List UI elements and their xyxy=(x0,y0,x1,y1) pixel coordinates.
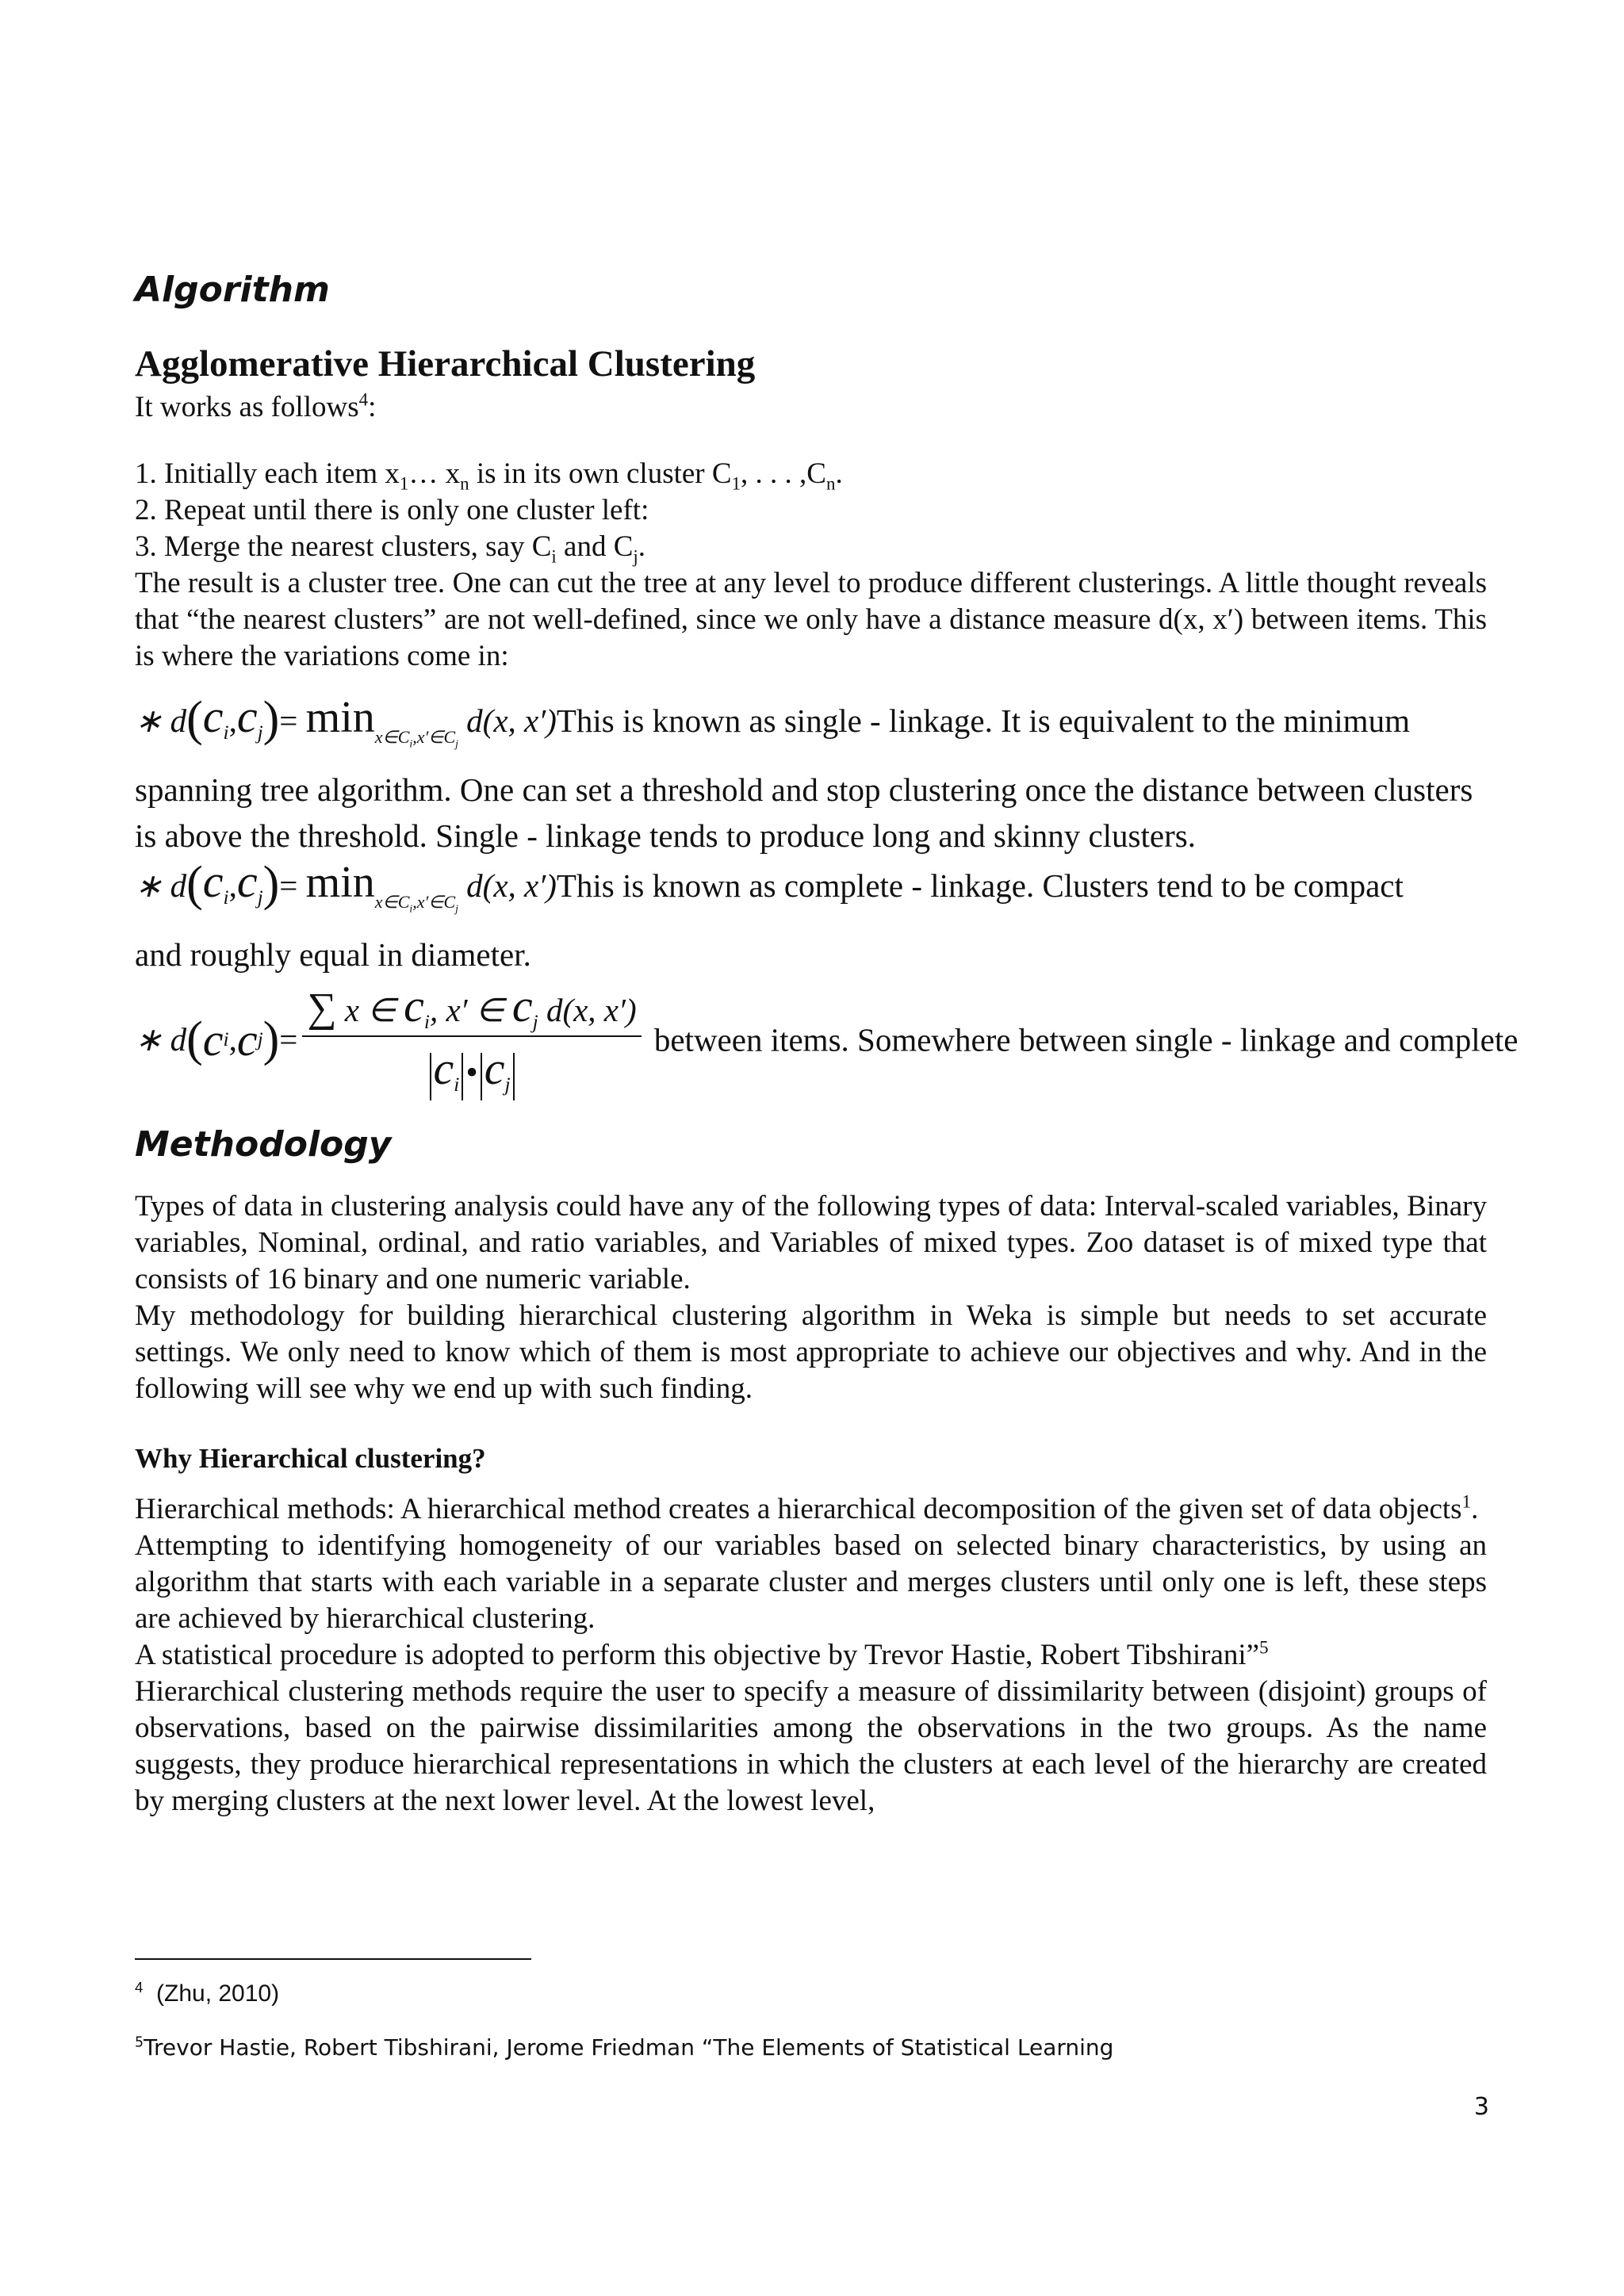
sub-i: i xyxy=(223,721,229,744)
d-symbol: d xyxy=(170,867,187,905)
sum-symbol: ∑ xyxy=(307,985,337,1031)
step-3 xyxy=(135,529,1487,565)
rparen: ) xyxy=(262,692,280,747)
num-xp: , x′ ∈ xyxy=(429,992,512,1029)
result-paragraph: The result is a cluster tree. One can cut the tree at any level to produce different clusterings. A little thought reveals that “the nearest clusters” are not well-defined, since we only have a distance measure d(x, x′) between items. This is where the variations come in: xyxy=(135,567,1487,673)
min-sub-i: i xyxy=(409,902,413,915)
abs-bar xyxy=(462,1053,463,1100)
why-paragraph-1 xyxy=(135,1491,1487,1528)
step-3-a: 3. Merge the nearest clusters, say C xyxy=(135,530,552,564)
rparen: ) xyxy=(262,1012,280,1066)
min-subscript xyxy=(374,727,458,750)
num-x: x ∈ xyxy=(344,992,404,1029)
footnote-5-text: Trevor Hastie, Robert Tibshirani, Jerome Friedman “The Elements of Statistical Learning xyxy=(144,2034,1114,2061)
methodology-paragraph-1: Types of data in clustering analysis could have any of the following types of data: Interval-scaled variables, Binary variables, Nominal, ordinal, and ratio variables, and Variables of mixed types. Zoo dataset is of mixed type that consists of 16 binary and one numeric variable. xyxy=(135,1189,1487,1295)
fraction-numerator xyxy=(302,979,641,1037)
c-symbol: c xyxy=(236,855,258,908)
c-symbol: c xyxy=(511,980,533,1032)
step-2: 2. Repeat until there is only one cluster left: xyxy=(135,494,649,527)
lparen: ( xyxy=(186,857,203,912)
average-fraction xyxy=(302,979,641,1100)
step-1-c-sub: 1 xyxy=(731,473,741,494)
distance-term: d(x, x′) xyxy=(466,867,557,905)
d-symbol: d xyxy=(170,702,187,740)
abs-bar xyxy=(513,1053,515,1100)
min-operator: min xyxy=(305,858,375,908)
sub-j: j xyxy=(532,1011,538,1034)
footnote-4-text: (Zhu, 2010) xyxy=(156,1980,280,2007)
min-subscript-a: x∈C xyxy=(374,892,410,913)
c-symbol: c xyxy=(202,691,224,743)
distance-term: d(x, x′) xyxy=(466,702,557,740)
c-symbol: c xyxy=(433,1043,454,1095)
step-1-b-sub: n xyxy=(460,473,469,494)
sub-j: j xyxy=(504,1073,511,1096)
step-1-b: … x xyxy=(408,457,461,491)
sub-i: i xyxy=(454,1073,460,1096)
footnote-4 xyxy=(135,1980,279,2007)
comma: , xyxy=(228,1021,237,1058)
sub-i: i xyxy=(423,1011,430,1034)
step-1-d-sub: n xyxy=(825,473,836,494)
sub-j: j xyxy=(257,886,263,909)
page-number: 3 xyxy=(1473,2093,1489,2121)
document-body xyxy=(135,270,1519,1820)
c-symbol: c xyxy=(202,855,224,908)
formula-complete-linkage xyxy=(135,855,1487,925)
footnote-ref-4: 4 xyxy=(358,389,369,410)
step-1-a-sub: 1 xyxy=(399,473,409,494)
step-3-b-sub: j xyxy=(633,546,638,567)
step-1 xyxy=(135,456,1487,492)
bullet-symbol: • xyxy=(465,1053,478,1093)
single-linkage-line3: is above the threshold. Single - linkage tends to produce long and skinny clusters. xyxy=(135,817,1196,855)
heading-agglomerative-clustering: Agglomerative Hierarchical Clustering xyxy=(135,342,756,385)
single-linkage-line2: spanning tree algorithm. One can set a threshold and stop clustering once the distance between clusters xyxy=(135,771,1473,809)
abs-bar xyxy=(481,1053,482,1100)
c-symbol: c xyxy=(404,980,424,1032)
footnote-ref-1: 1 xyxy=(1461,1491,1472,1512)
complete-linkage-text: This is known as complete - linkage. Clusters tend to be compact xyxy=(556,867,1404,905)
c-symbol: c xyxy=(202,1013,224,1066)
min-operator: min xyxy=(305,693,375,743)
min-subscript xyxy=(374,892,458,915)
equals: = xyxy=(279,702,298,740)
footnote-ref-5: 5 xyxy=(1259,1637,1269,1658)
step-3-a-sub: i xyxy=(551,546,557,567)
single-linkage-text: This is known as single - linkage. It is equivalent to the minimum xyxy=(556,702,1410,740)
footnote-5-number: 5 xyxy=(135,2034,144,2051)
c-symbol: c xyxy=(484,1043,505,1095)
star-symbol: ∗ xyxy=(135,1021,163,1058)
why-paragraph-2: Attempting to identifying homogeneity of our variables based on selected binary characteristics, by using an algorithm that starts with each variable in a separate cluster and merges clusters until only one is left, these steps are achieved by hierarchical clustering. xyxy=(135,1529,1487,1635)
lparen: ( xyxy=(186,692,203,747)
sub-i: i xyxy=(223,886,229,909)
min-sub-i: i xyxy=(409,737,413,750)
heading-algorithm: Algorithm xyxy=(135,270,330,310)
d-symbol: d xyxy=(170,1021,187,1058)
star-symbol: ∗ xyxy=(135,867,163,905)
why-p1-text: Hierarchical methods: A hierarchical method creates a hierarchical decomposition of the given set of data objects xyxy=(135,1492,1462,1525)
rparen: ) xyxy=(262,857,280,912)
step-1-e: . xyxy=(835,457,843,491)
footnote-divider xyxy=(135,1958,531,1960)
why-p1-end: . xyxy=(1471,1492,1479,1525)
star-symbol: ∗ xyxy=(135,702,163,740)
intro-colon: : xyxy=(368,391,377,424)
fraction-denominator xyxy=(427,1037,517,1100)
intro-line xyxy=(135,389,1487,426)
lparen: ( xyxy=(186,1012,203,1066)
min-subscript-b: ,x′∈C xyxy=(412,727,456,748)
why-paragraph-3 xyxy=(135,1637,1487,1674)
c-symbol: c xyxy=(236,1013,258,1066)
why-p3-text: A statistical procedure is adopted to perform this objective by Trevor Hastie, Robert Tibshirani” xyxy=(135,1638,1260,1671)
step-1-d: , . . . ,C xyxy=(741,457,826,491)
distance-term: d(x, x′) xyxy=(546,992,637,1029)
step-1-c: is in its own cluster C xyxy=(469,457,732,491)
methodology-paragraph-2: My methodology for building hierarchical clustering algorithm in Weka is simple but needs to set accurate settings. We only need to know which of them is most appropriate to achieve our objectives and why. And in the following will see why we end up with such finding. xyxy=(135,1299,1487,1405)
equals: = xyxy=(279,1021,298,1058)
average-linkage-lhs: ∗ d ( c i , c j ) = $\frac{\sum x \in c_i, x' \in c_j d(x, x')}{c_i • c_j}$ xyxy=(135,979,646,1100)
complete-linkage-line2: and roughly equal in diameter. xyxy=(135,936,531,974)
step-3-b: and C xyxy=(556,530,634,564)
formula-average-linkage xyxy=(135,979,1519,1100)
heading-methodology: Methodology xyxy=(135,1123,392,1165)
min-sub-j: j xyxy=(455,902,458,915)
average-linkage-text: between items. Somewhere between single - linkage and complete xyxy=(653,1021,1519,1058)
heading-why-hierarchical: Why Hierarchical clustering? xyxy=(135,1442,486,1474)
intro-text: It works as follows xyxy=(135,391,359,424)
min-sub-j: j xyxy=(455,737,458,750)
equals: = xyxy=(279,867,298,905)
step-3-c: . xyxy=(638,530,645,564)
sub-j: j xyxy=(257,721,263,744)
c-symbol: c xyxy=(236,691,258,743)
step-1-a: 1. Initially each item x xyxy=(135,457,400,491)
footnote-5 xyxy=(135,2034,1113,2061)
min-subscript-a: x∈C xyxy=(374,727,410,748)
comma: , xyxy=(228,702,237,740)
abs-bar xyxy=(430,1053,431,1100)
min-subscript-b: ,x′∈C xyxy=(412,892,456,913)
comma: , xyxy=(228,867,237,905)
footnote-4-number: 4 xyxy=(135,1979,144,1996)
why-paragraph-4: Hierarchical clustering methods require the user to specify a measure of dissimilarity between (disjoint) groups of observations, based on the pairwise dissimilarities among the observations in the two groups. As the name suggests, they produce hierarchical representations in which the clusters at each level of the hierarchy are created by merging clusters at the next lower level. At the lowest level, xyxy=(135,1674,1487,1817)
formula-single-linkage xyxy=(135,691,1487,760)
